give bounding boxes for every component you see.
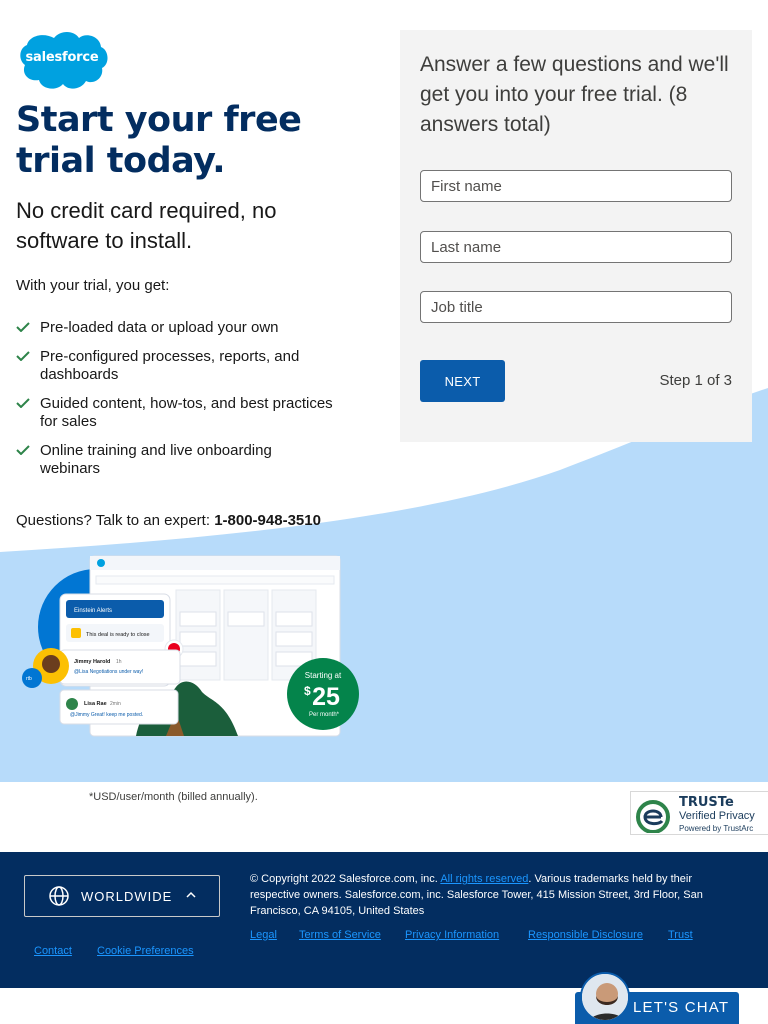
monitor-topbar	[90, 556, 340, 570]
all-rights-reserved-link[interactable]: All rights reserved	[440, 873, 529, 885]
user1-message: @Lisa Negotiations under way!	[74, 669, 144, 675]
benefit-item	[16, 442, 336, 478]
crown-icon	[71, 628, 81, 638]
trust-link[interactable]: Trust	[668, 929, 693, 941]
copyright-text	[250, 871, 730, 919]
avatar-lisa	[66, 698, 78, 710]
first-name-field[interactable]	[420, 170, 732, 202]
next-button[interactable]: NEXT	[420, 360, 505, 402]
benefits-lead: With your trial, you get:	[16, 277, 170, 294]
bot-label: rtb	[26, 676, 32, 682]
benefit-text: Guided content, how-tos, and best practices for sales	[40, 395, 333, 430]
logo-wordmark: salesforce	[25, 50, 99, 65]
signup-form-panel	[400, 30, 752, 442]
step-indicator: Step 1 of 3	[659, 372, 732, 389]
product-illustration	[16, 552, 366, 752]
globe-icon	[49, 886, 69, 906]
expert-phone-link[interactable]: 1-800-948-3510	[214, 512, 321, 529]
pricing-footnote: *USD/user/month (billed annually).	[89, 791, 258, 803]
alert-text: This deal is ready to close	[86, 632, 150, 638]
monitor-toolbar	[96, 576, 334, 584]
check-icon	[16, 351, 30, 361]
benefit-text: Pre-configured processes, reports, and dashboards	[40, 348, 300, 383]
truste-powered: Powered by TrustArc	[679, 824, 754, 833]
truste-subtitle: Verified Privacy	[679, 810, 755, 822]
user1-name: Jimmy Harold	[74, 659, 111, 665]
benefit-text: Pre-loaded data or upload your own	[40, 319, 279, 336]
region-label: WORLDWIDE	[81, 889, 173, 904]
check-icon	[16, 445, 30, 455]
truste-title: TRUSTe	[679, 795, 734, 810]
alert-title: Einstein Alerts	[74, 608, 113, 614]
user1-time: 1h	[116, 659, 122, 665]
page-title: Start your free trial today.	[16, 100, 302, 181]
mini-logo-icon	[97, 559, 105, 567]
region-selector[interactable]	[24, 875, 220, 917]
check-icon	[16, 398, 30, 408]
benefits-list	[16, 319, 336, 489]
user2-name: Lisa Rae	[84, 701, 107, 707]
expert-line	[16, 512, 321, 529]
benefit-item	[16, 319, 336, 337]
price-unit: Per month*	[308, 712, 340, 718]
expert-prefix: Questions? Talk to an expert:	[16, 512, 211, 529]
hero-subtitle: No credit card required, no software to install.	[16, 198, 277, 253]
terms-of-service-link[interactable]: Terms of Service	[299, 929, 381, 941]
legal-link[interactable]: Legal	[250, 929, 277, 941]
benefit-text: Online training and live onboarding webinars	[40, 442, 272, 477]
price-top: Starting at	[304, 671, 342, 680]
user2-message: @Jimmy Great! keep me posted.	[70, 712, 144, 718]
responsible-disclosure-link[interactable]: Responsible Disclosure	[528, 929, 643, 941]
chat-label: LET'S CHAT	[633, 999, 730, 1016]
job-title-field[interactable]	[420, 291, 732, 323]
benefit-item	[16, 395, 336, 431]
salesforce-logo[interactable]	[16, 30, 108, 94]
privacy-information-link[interactable]: Privacy Information	[405, 929, 500, 941]
last-name-field[interactable]	[420, 231, 732, 263]
bot-avatar	[22, 668, 42, 688]
site-footer	[0, 852, 768, 988]
truste-seal-icon	[635, 797, 675, 833]
price-value: 25	[312, 683, 340, 711]
copyright-suffix: . Various trademarks held by their respective owners. Salesforce.com, inc. Salesforce Tower, 415 Mission Street, 3rd Floor, San Francisco, CA 94105, United States	[250, 873, 703, 917]
chevron-up-icon	[185, 890, 197, 900]
copyright-prefix: © Copyright 2022 Salesforce.com, inc.	[250, 873, 438, 885]
kanban-columns	[176, 590, 316, 680]
cookie-preferences-link[interactable]: Cookie Preferences	[97, 945, 194, 957]
contact-link[interactable]: Contact	[34, 945, 72, 957]
chat-agent-avatar[interactable]	[580, 972, 630, 1022]
check-icon	[16, 322, 30, 332]
message-card-2	[60, 690, 178, 724]
user2-time: 2min	[110, 701, 121, 707]
truste-badge[interactable]	[630, 791, 768, 835]
benefit-item	[16, 348, 336, 384]
message-card-1	[60, 650, 180, 684]
avatar-jimmy-face	[42, 655, 60, 673]
form-intro: Answer a few questions and we'll get you into your free trial. (8 answers total)	[420, 53, 729, 136]
price-currency: $	[304, 684, 311, 698]
